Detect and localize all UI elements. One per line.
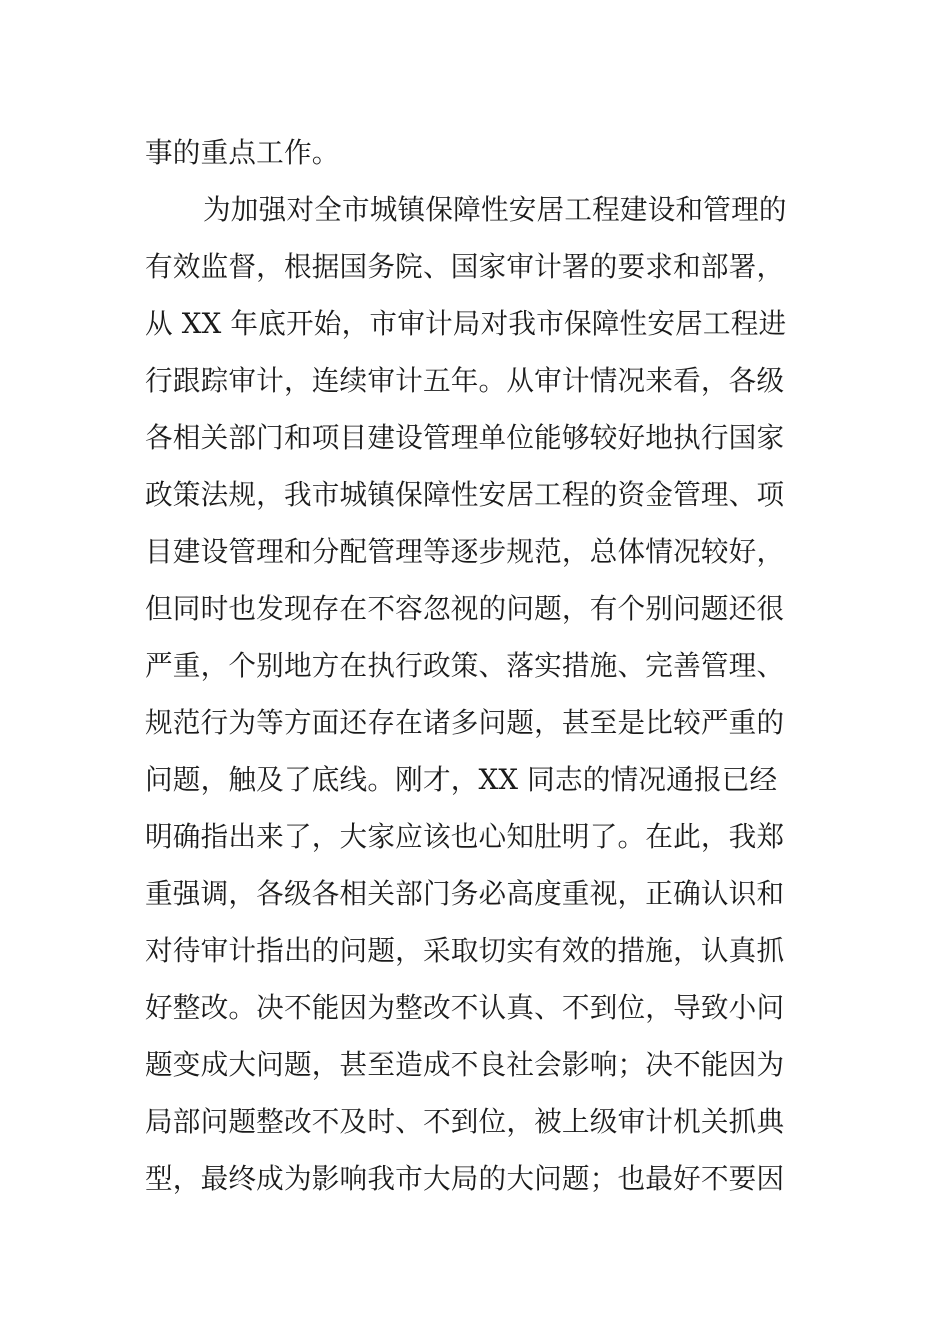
text-line: 有效监督，根据国务院、国家审计署的要求和部署，: [145, 250, 785, 283]
text-line: 行跟踪审计，连续审计五年。从审计情况来看，各级: [145, 364, 785, 397]
text-line: 规范行为等方面还存在诸多问题，甚至是比较严重的: [145, 706, 785, 739]
text-line: 各相关部门和项目建设管理单位能够较好地执行国家: [145, 421, 785, 454]
paragraph-first-line: 为加强对全市城镇保障性安居工程建设和管理的: [203, 193, 787, 226]
text-line: 局部问题整改不及时、不到位，被上级审计机关抓典: [145, 1105, 785, 1138]
text-line: 严重，个别地方在执行政策、落实措施、完善管理、: [145, 649, 785, 682]
text-line: 从 XX 年底开始，市审计局对我市保障性安居工程进: [145, 307, 787, 340]
text-line: 但同时也发现存在不容忽视的问题，有个别问题还很: [145, 592, 785, 625]
text-line: 对待审计指出的问题，采取切实有效的措施，认真抓: [145, 934, 785, 967]
body-text: [145, 124, 810, 1207]
text-line: 题变成大问题，甚至造成不良社会影响；决不能因为: [145, 1048, 785, 1081]
text-line: 目建设管理和分配管理等逐步规范，总体情况较好，: [145, 535, 785, 568]
text-line: 好整改。决不能因为整改不认真、不到位，导致小问: [145, 991, 785, 1024]
text-line: 重强调，各级各相关部门务必高度重视，正确认识和: [145, 877, 785, 910]
text-line: 型，最终成为影响我市大局的大问题；也最好不要因: [145, 1162, 785, 1195]
text-line: 明确指出来了，大家应该也心知肚明了。在此，我郑: [145, 820, 785, 853]
text-line: 问题，触及了底线。刚才，XX 同志的情况通报已经: [145, 763, 778, 796]
text-line: 事的重点工作。: [145, 136, 340, 169]
text-line: 政策法规，我市城镇保障性安居工程的资金管理、项: [145, 478, 785, 511]
